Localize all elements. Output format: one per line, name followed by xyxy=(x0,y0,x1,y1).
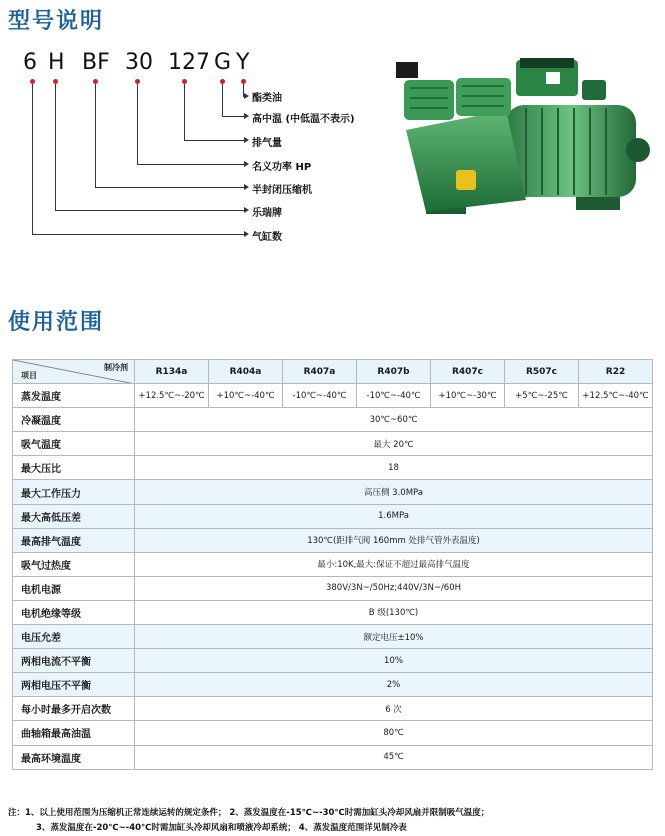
table-row xyxy=(13,528,653,552)
row-name: 电压允差 xyxy=(13,625,135,649)
table-row xyxy=(13,504,653,528)
compressor-image xyxy=(386,50,654,230)
row-value: 6 次 xyxy=(135,697,653,721)
row-value: 30℃~60℃ xyxy=(135,408,653,432)
footnote-line-1: 注：1、以上使用范围为压缩机正常连续运转的规定条件； 2、蒸发温度在-15℃~-30℃时需加缸头冷却风扇并限制吸气温度； xyxy=(8,808,490,818)
row-name: 蒸发温度 xyxy=(13,384,135,408)
row-value: 130℃(距排气阀 160mm 处排气管外表温度) xyxy=(135,528,653,552)
table-row xyxy=(13,721,653,745)
label-type: 半封闭压缩机 xyxy=(252,185,312,196)
refrigerant-header: R507c xyxy=(505,360,579,384)
code-char-power: 30 xyxy=(125,50,153,75)
row-name: 电机电源 xyxy=(13,576,135,600)
table-row xyxy=(13,649,653,673)
table-row xyxy=(13,745,653,769)
row-name: 最大高低压差 xyxy=(13,504,135,528)
refrigerant-header: R407b xyxy=(357,360,431,384)
label-displacement: 排气量 xyxy=(252,138,282,149)
evap-value: +12.5℃~-20℃ xyxy=(135,384,209,408)
row-name: 吸气过热度 xyxy=(13,552,135,576)
table-row xyxy=(13,600,653,624)
row-value: 高压侧 3.0MPa xyxy=(135,480,653,504)
table-row xyxy=(13,480,653,504)
usage-range-table xyxy=(12,359,653,770)
row-name: 最高排气温度 xyxy=(13,528,135,552)
evap-value: +10℃~-40℃ xyxy=(209,384,283,408)
row-value: 10% xyxy=(135,649,653,673)
evap-value: +12.5℃~-40℃ xyxy=(579,384,653,408)
row-name: 最大工作压力 xyxy=(13,480,135,504)
table-row xyxy=(13,384,653,408)
table-corner-cell xyxy=(13,360,135,384)
code-char-type: BF xyxy=(82,50,110,75)
section-title-model: 型号说明 xyxy=(8,9,105,34)
table-row xyxy=(13,697,653,721)
evap-value: -10℃~-40℃ xyxy=(357,384,431,408)
row-value: 额定电压±10% xyxy=(135,625,653,649)
row-value: 380V/3N~/50Hz;440V/3N~/60H xyxy=(135,576,653,600)
corner-item-label: 项目 xyxy=(21,371,37,381)
evap-value: +10℃~-30℃ xyxy=(431,384,505,408)
row-value: 80℃ xyxy=(135,721,653,745)
table-row xyxy=(13,625,653,649)
table-row xyxy=(13,552,653,576)
table-row xyxy=(13,432,653,456)
corner-refrigerant-label: 制冷剂 xyxy=(104,363,128,372)
row-value: 45℃ xyxy=(135,745,653,769)
table-row xyxy=(13,456,653,480)
section-title-usage: 使用范围 xyxy=(8,310,105,335)
row-name: 最大压比 xyxy=(13,456,135,480)
refrigerant-header: R407a xyxy=(283,360,357,384)
code-char-temp: G xyxy=(214,50,232,75)
code-char-cylinders: 6 xyxy=(23,50,37,75)
row-name: 最高环境温度 xyxy=(13,745,135,769)
refrigerant-header: R134a xyxy=(135,360,209,384)
evap-value: +5℃~-25℃ xyxy=(505,384,579,408)
table-row xyxy=(13,673,653,697)
row-value: 18 xyxy=(135,456,653,480)
label-brand: 乐瑞牌 xyxy=(252,208,282,219)
row-value: 最小:10K,最大:保证不超过最高排气温度 xyxy=(135,552,653,576)
table-header-row xyxy=(13,360,653,384)
code-char-oil: Y xyxy=(236,50,250,75)
table-row xyxy=(13,576,653,600)
evap-value: -10℃~-40℃ xyxy=(283,384,357,408)
refrigerant-header: R22 xyxy=(579,360,653,384)
row-name: 吸气温度 xyxy=(13,432,135,456)
row-name: 冷凝温度 xyxy=(13,408,135,432)
row-name: 电机绝缘等级 xyxy=(13,600,135,624)
refrigerant-header: R404a xyxy=(209,360,283,384)
footnote-line-2: 3、蒸发温度在-20℃~-40℃时需加缸头冷却风扇和喷液冷却系统； 4、蒸发温度范围详见制冷表 xyxy=(36,823,407,833)
label-oil: 酯类油 xyxy=(252,93,282,104)
row-value: 2% xyxy=(135,673,653,697)
row-value: B 级(130℃) xyxy=(135,600,653,624)
label-cylinders: 气缸数 xyxy=(252,232,282,243)
row-name: 两相电压不平衡 xyxy=(13,673,135,697)
code-char-displacement: 127 xyxy=(168,50,210,75)
row-value: 最大 20℃ xyxy=(135,432,653,456)
row-name: 每小时最多开启次数 xyxy=(13,697,135,721)
row-name: 两相电流不平衡 xyxy=(13,649,135,673)
row-value: 1.6MPa xyxy=(135,504,653,528)
label-temperature: 高中温 (中低温不表示) xyxy=(252,114,355,125)
table-row xyxy=(13,408,653,432)
refrigerant-header: R407c xyxy=(431,360,505,384)
row-name: 曲轴箱最高油温 xyxy=(13,721,135,745)
code-char-brand: H xyxy=(48,50,65,75)
label-power: 名义功率 HP xyxy=(252,162,312,173)
